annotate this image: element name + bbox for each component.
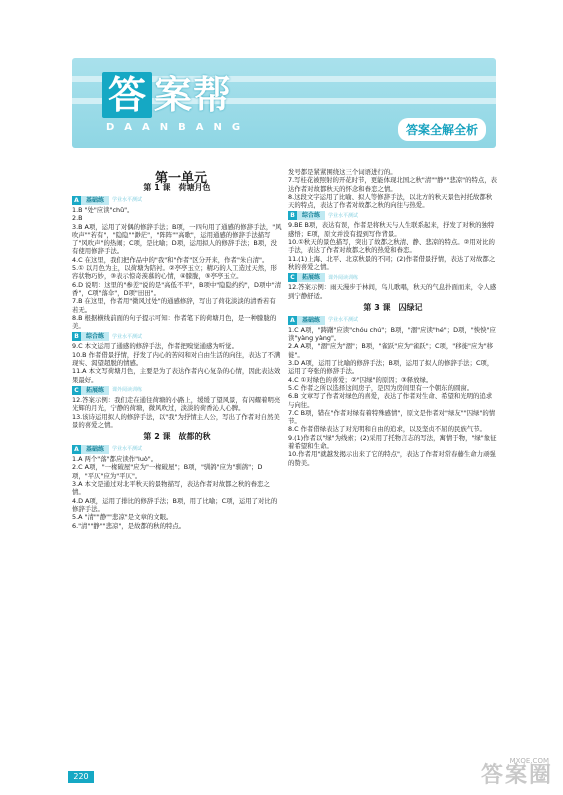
section-a-icon: A [288,316,297,325]
section-note: 学业水平测试 [112,197,143,204]
section-note: 学业水平测试 [112,333,143,340]
answer-item: 2.A A项，"涸"应为"涸"；B项，"雀跃"应为"雀跃"；C项，"移徙"应为"移徙"。 [288,342,494,359]
answer-item: 9.BE B项，表达有误，作者是将秋天与人生联系起来，抒发了对秋的独特感悟；E项，原文并没有提到写作背景。 [288,221,495,238]
answer-item: 7.B 在这里，作者用"微风过处"的通感修辞，写出了荷花淡淡的清香若有若无。 [72,297,276,314]
watermark-logo: 答案圈 [480,763,553,788]
answer-item: 发号都是紧紧围绕这三个词语进行的。 [288,168,397,176]
section-label: 基础练 [81,445,109,454]
answer-item: 8.这段文字运用了比喻、拟人等修辞手法，以北方的秋天景色衬托故都秋天的特点，表达了作者对故都之秋的向往与热爱。 [288,192,493,210]
answer-item: 10.作者用"就越发揭示出来了它的特点"，表达了作者对常春藤生命力顽强的赞美。 [288,450,496,467]
banner-subtitle: 答案全解全析 [398,118,486,141]
section-b-icon: B [72,332,81,341]
section-label: 综合练 [81,332,109,341]
answer-item: 11.(1)上海、北平、北京秋景的不同；(2)作者借景抒情，表达了对故都之秋的喜爱之情。 [288,254,496,271]
answer-item: 8.C 作者借绿表达了对光明和自由的追求，以及坚贞不屈的民族气节。 [288,425,486,434]
answer-item: 6.B 文章写了作者对绿色的喜爱，表达了作者对生命、希望和光明的追求与向往。 [288,392,493,409]
answer-item: 5.C 作者之所以选择这间房子，是因为房间里有一个朝东的圆窗。 [288,383,474,392]
section-header [72,386,282,395]
section-header [72,332,282,341]
logo-first-char: 答 [102,72,152,118]
answer-item: 3.D A项，运用了比喻的修辞手法；B项，运用了拟人的修辞手法；C项，运用了夸张的修辞手法。 [288,359,494,376]
right-column [288,168,498,768]
answer-item: 2.B [72,214,83,223]
answer-item: 7.C B项，错在"作者对绿有着特殊感情"，原文是作者对"绿友""囚绿"的情节。 [288,408,496,426]
answer-item: 1.B "处"应读"chǔ"。 [72,206,134,214]
lesson-title: 第 3 课 囚绿记 [363,302,423,312]
header-banner [72,58,496,148]
answer-item: 6."清""静""悲凉"，是故都的秋的特点。 [72,521,186,530]
section-header [288,273,498,282]
section-label: 基础练 [297,316,325,325]
section-c-icon: C [72,386,81,395]
section-label: 综合练 [297,211,325,220]
logo-pinyin: DAANBANG [106,122,251,133]
answer-item: 3.B A项，运用了对偶的修辞手法；B项，一四句用了通感的修辞手法，"风吹声""若有"，"隐隐""渺茫"，"阵阵""高歌"，运用通感的修辞手法描写了"风吹声"的热闹；C项，是比喻；D项，运用拟人的修辞手法；B项，没有使用修辞手法。 [72,222,282,256]
answer-item: 3.A 本文是通过对北平秋天的景物描写，表达作者对故都之秋的眷恋之情。 [72,480,270,497]
answer-item: 10.①秋天的景色描写，突出了故都之秋清、静、悲凉的特点。②用对比的手法，表达了作者对故都之秋的热爱和眷恋。 [288,238,495,255]
section-header [288,316,498,325]
section-note: 学业水平测试 [112,446,143,453]
section-a-icon: A [72,445,81,454]
unit-title: 第一单元 [154,171,207,186]
page-number: 220 [68,771,94,783]
lesson-title: 第 2 课 故都的秋 [143,432,211,442]
section-header [72,445,282,454]
answer-item: 6.D 说明：这里的"参差"说的是"高低不平"，B项中"隐隐约约"，D项中"清香"，C项"落伞"，D项"田田"。 [72,280,282,297]
answer-item: 1.C A项，"踌躇"应读"chóu chú"；B项，"涸"应读"hé"；D项，"怏怏"应读"yàng yàng"。 [288,325,496,343]
section-c-icon: C [288,273,297,282]
section-header [288,211,498,220]
section-a-icon: A [72,196,81,205]
section-note: 学业水平测试 [328,317,359,324]
watermark-url: MXQE.COM [509,757,549,765]
lesson-title: 第 1 课 荷塘月色 [143,183,211,192]
answer-item: 12.答案示例：我们走在通往荷塘的小路上，缓缓了望风景，有闪耀着明亮光辉的月光，宁静的荷塘，微风吹过，淡淡的荷香沁人心脾。 [72,395,281,413]
section-note: 课外阅读训练 [112,387,143,394]
left-column [72,180,282,770]
answer-item: 9.C 本文运用了通感的修辞手法，作者把嗅觉通感为听觉。 [72,342,238,351]
answer-item: 5.A "清""静""悲凉"是文章的文眼。 [72,513,173,522]
section-note: 课外阅读训练 [328,274,359,281]
answer-item: 9.(1)作者以"绿"为线索；(2)采用了托物言志的写法，寓情于物，"绿"象征着希望和生命。 [288,433,497,451]
answer-item: 4.D A项，运用了排比的修辞手法；B项，用了比喻；C项，运用了对比的修辞手法。 [72,496,278,513]
answer-item: 13.该诗运用拟人的修辞手法，以"我"为抒情主人公，写出了作者对自然美景的喜爱之情。 [72,412,280,429]
section-b-icon: B [288,211,297,220]
answer-item: 4.C 在这里，我们把作品中的"我"和"作者"区分开来，作者"朱自清"。 [72,255,269,264]
section-label: 拓展练 [297,273,325,282]
logo-rest-chars: 案帮 [154,73,233,117]
answer-item: 8.B 根据横线前面的句子提示可知：作者笔下的荷塘月色，是一种朦胧的美。 [72,313,277,331]
answer-item: 1.A 两个"落"都应读作"luò"。 [72,455,158,464]
answer-item: 5.① 以月色为主，以荷塘为陪衬。②亭亭玉立；精巧的人工造过天然，形容状物巧妙，③表示惊奇羡慕的心情，④朦胧，⑤亭亭玉立。 [72,264,277,281]
answer-item: 10.B 作者借景抒情，抒发了内心的苦闷和对自由生活的向往，表达了不满现实、渴望超脱的情感。 [72,350,281,368]
logo [102,72,232,118]
section-label: 基础练 [81,196,109,205]
answer-item: 11.A 本文写荷塘月色，主要是为了表达作者内心复杂的心情，因此表达效果最好。 [72,367,281,384]
answer-item: 12.答案示例：雨天漫步于林间，鸟儿歌唱，秋天的气息扑面而来，令人感到宁静舒适。 [288,283,497,300]
answer-item: 7.写桂花被照射的开花时节，更能体现北国之秋"清""静""悲凉"的特点，表达作者对故都秋天的怀念和眷恋之情。 [288,176,498,193]
section-label: 拓展练 [81,386,109,395]
section-header [72,196,282,205]
section-note: 学业水平测试 [328,212,359,219]
answer-item: 4.C ①对绿色的喜爱；②"囚绿"的原因；③释放绿。 [288,375,433,384]
answer-item: 2.C A项，"一椽破屋"应为"一椽破屋"；B项，"驯鸽"应为"驯鸽"；D项，"平仄"应为"平仄"。 [72,463,263,480]
